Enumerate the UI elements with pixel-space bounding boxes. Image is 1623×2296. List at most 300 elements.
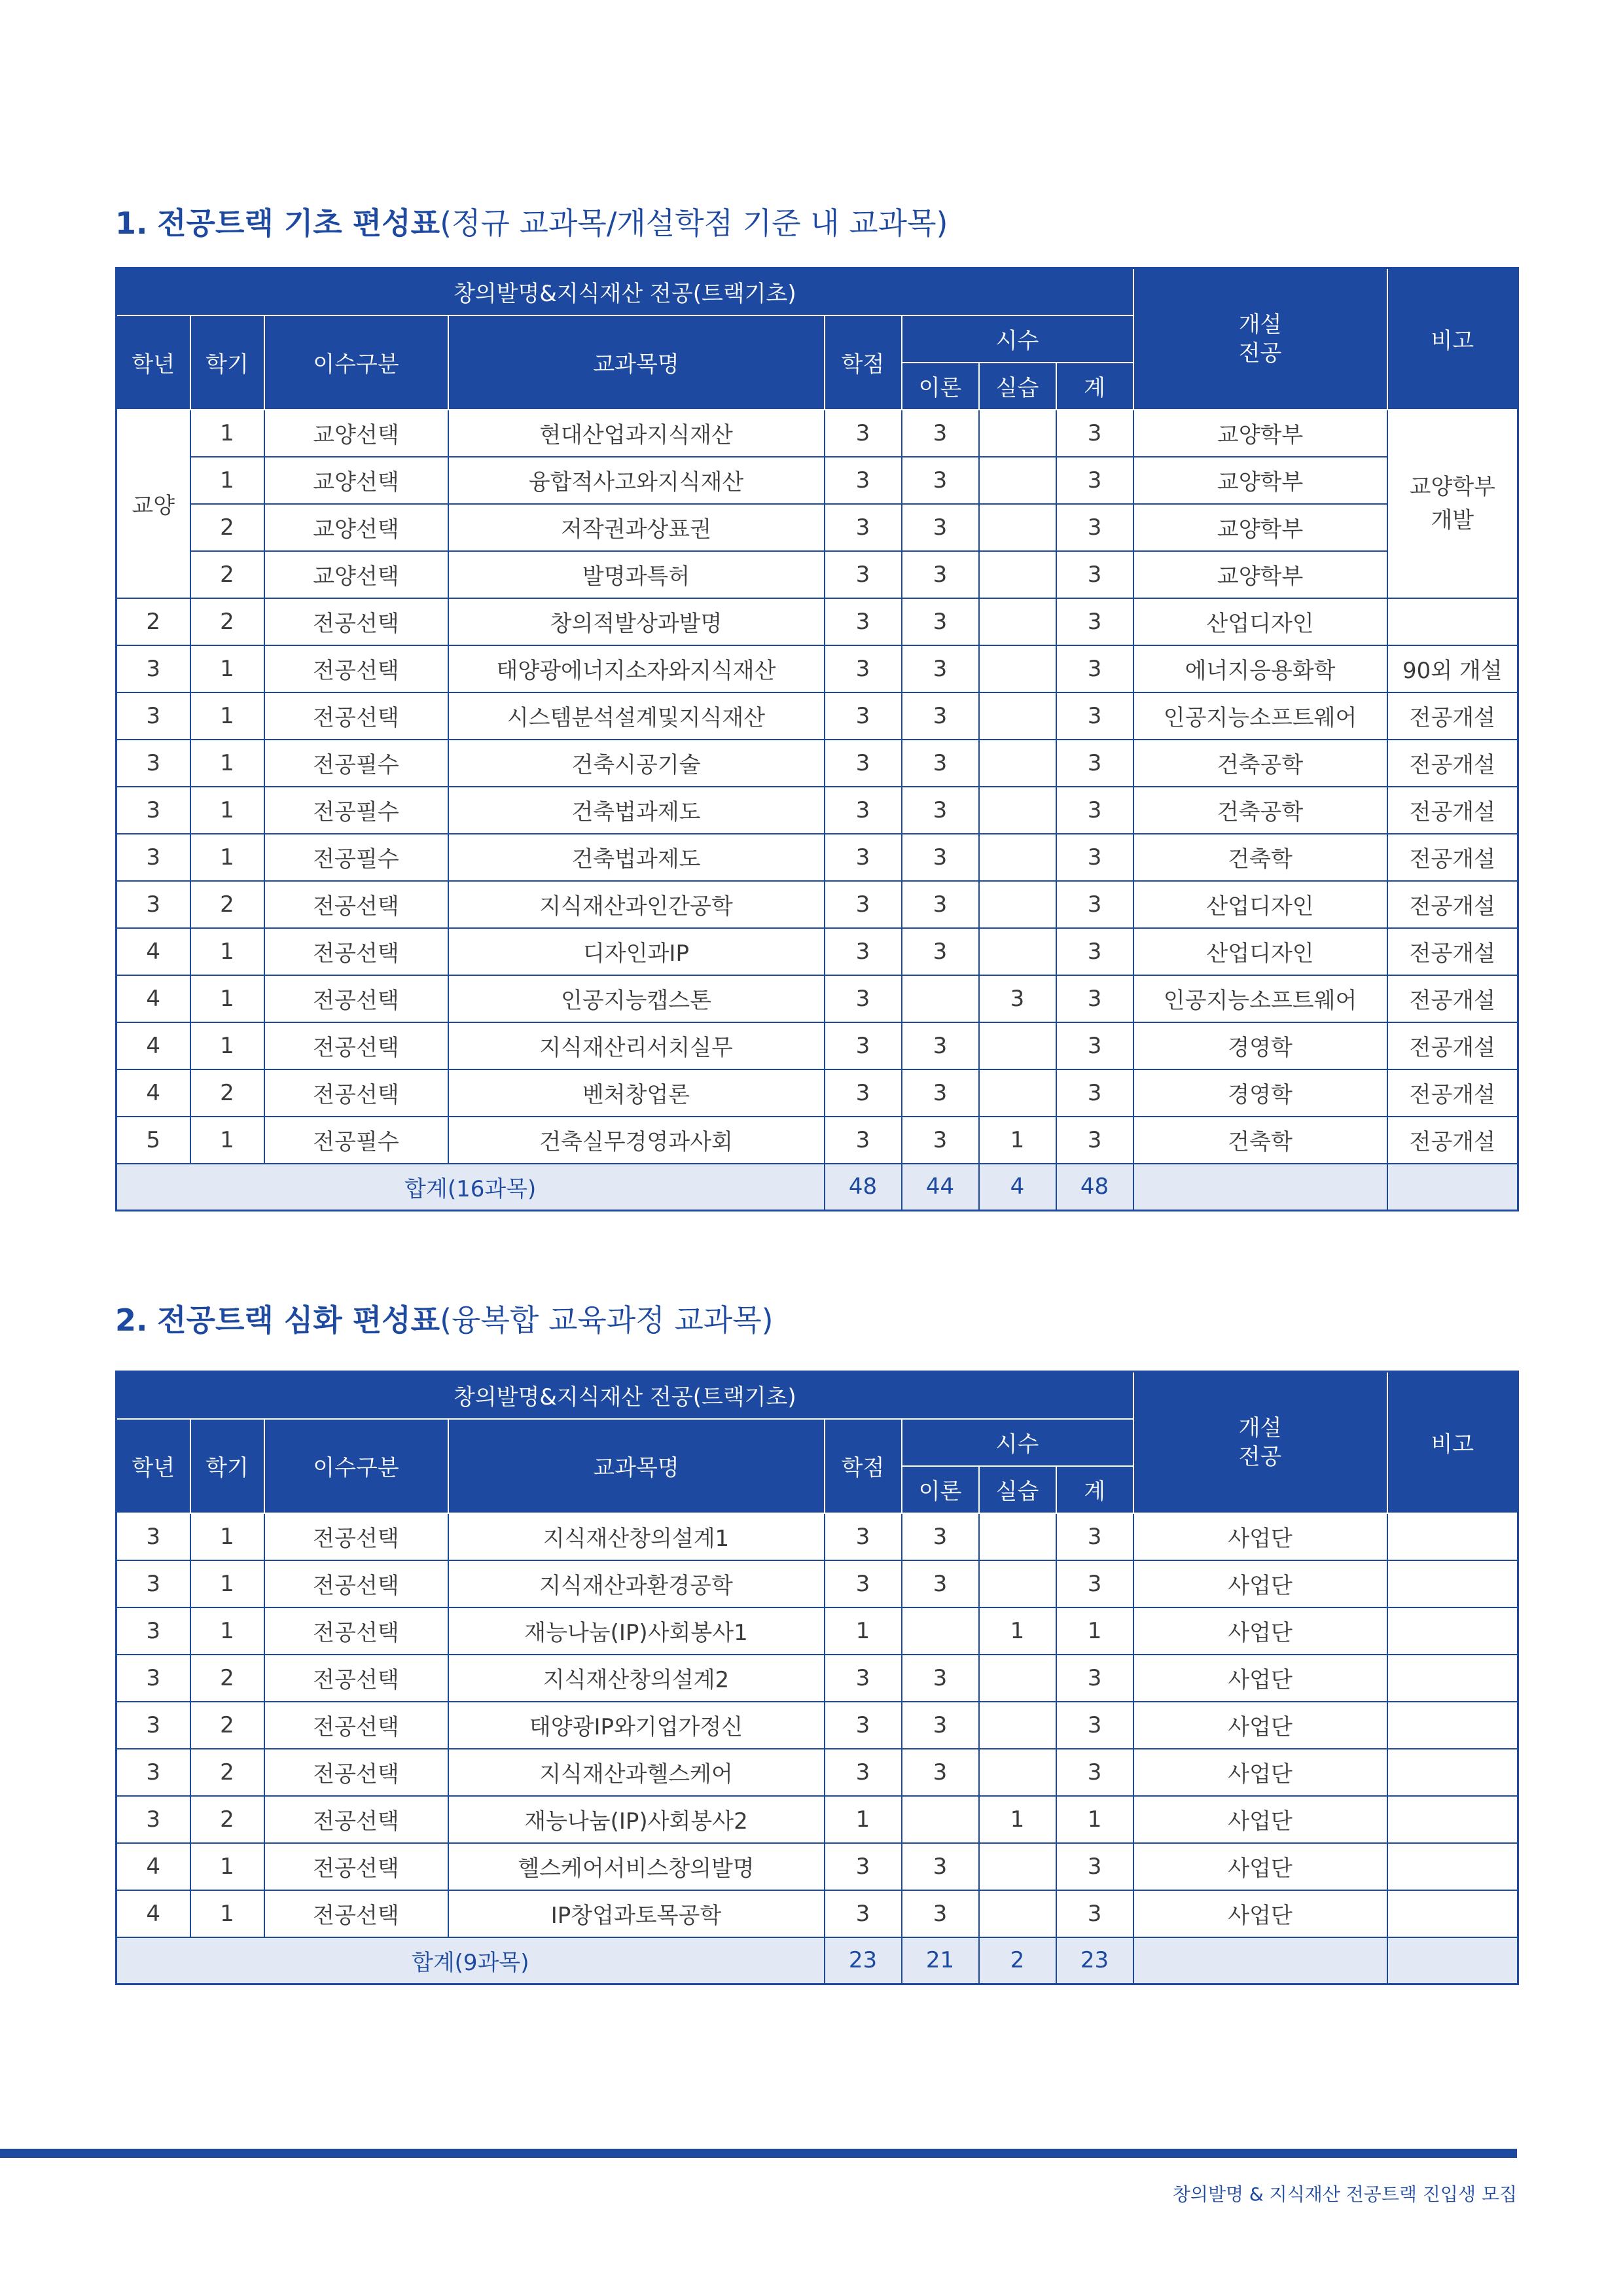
table-body [116,410,1518,1211]
cell-practice [979,598,1056,645]
cell-offering: 사업단 [1133,1843,1387,1890]
header-semester: 학기 [190,1419,264,1513]
cell-total: 3 [1056,1560,1133,1607]
cell-note [1387,1843,1518,1890]
section-1-title: 전공트랙 기초 편성표 [157,206,440,241]
cell-note-group [1387,410,1518,598]
cell-note: 전공개설 [1387,834,1518,881]
cell-course: 디자인과IP [448,928,825,975]
cell-credit: 3 [825,410,902,457]
cell-practice: 1 [979,1607,1056,1655]
cell-semester: 1 [190,1843,264,1890]
cell-total: 3 [1056,1117,1133,1164]
cell-credit: 1 [825,1796,902,1843]
cell-category: 전공필수 [264,740,448,787]
cell-offering: 사업단 [1133,1655,1387,1702]
cell-category: 전공선택 [264,928,448,975]
cell-credit: 3 [825,551,902,598]
cell-course: 지식재산과환경공학 [448,1560,825,1607]
cell-practice [979,787,1056,834]
cell-semester: 1 [190,457,264,504]
cell-semester: 1 [190,1117,264,1164]
total-offering [1133,1164,1387,1211]
header-theory: 이론 [902,363,979,410]
cell-credit: 3 [825,692,902,740]
cell-course: 태양광IP와기업가정신 [448,1702,825,1749]
footer-divider [0,2149,1517,2158]
cell-course: 지식재산창의설계2 [448,1655,825,1702]
cell-theory [902,1796,979,1843]
cell-year: 3 [116,1655,190,1702]
cell-theory: 3 [902,551,979,598]
cell-theory: 3 [902,598,979,645]
cell-category: 전공선택 [264,1749,448,1796]
cell-theory: 3 [902,645,979,692]
table-row [116,1843,1518,1890]
cell-year: 2 [116,598,190,645]
cell-offering: 건축공학 [1133,740,1387,787]
cell-total: 3 [1056,1843,1133,1890]
cell-semester: 1 [190,787,264,834]
cell-theory: 3 [902,504,979,551]
cell-credit: 3 [825,1560,902,1607]
cell-theory: 3 [902,740,979,787]
track-advanced-table [115,1371,1519,1985]
cell-semester: 2 [190,1702,264,1749]
cell-semester: 2 [190,551,264,598]
cell-total: 1 [1056,1607,1133,1655]
header-semester: 학기 [190,315,264,410]
cell-note [1387,1607,1518,1655]
table-row [116,1513,1518,1560]
cell-course: 건축실무경영과사회 [448,1117,825,1164]
cell-year: 3 [116,1749,190,1796]
cell-practice [979,834,1056,881]
cell-course: 지식재산리서치실무 [448,1022,825,1069]
cell-course: 현대산업과지식재산 [448,410,825,457]
total-note [1387,1937,1518,1984]
cell-practice [979,457,1056,504]
cell-course: 저작권과상표권 [448,504,825,551]
cell-note [1387,1796,1518,1843]
cell-note [1387,1749,1518,1796]
cell-theory: 3 [902,1022,979,1069]
cell-note: 전공개설 [1387,740,1518,787]
cell-course: 건축시공기술 [448,740,825,787]
cell-practice [979,1749,1056,1796]
cell-category: 교양선택 [264,457,448,504]
cell-category: 전공필수 [264,1117,448,1164]
cell-year: 3 [116,740,190,787]
cell-note: 전공개설 [1387,787,1518,834]
cell-practice: 3 [979,975,1056,1022]
total-label: 합계(9과목) [116,1937,825,1984]
cell-category: 전공선택 [264,1069,448,1117]
cell-note: 전공개설 [1387,1069,1518,1117]
cell-total: 3 [1056,1513,1133,1560]
header-hours: 시수 [902,1419,1133,1466]
cell-category: 전공선택 [264,1513,448,1560]
cell-offering: 경영학 [1133,1022,1387,1069]
cell-course: 건축법과제도 [448,787,825,834]
cell-total: 3 [1056,928,1133,975]
cell-theory: 3 [902,1513,979,1560]
table-row [116,787,1518,834]
cell-year: 4 [116,1069,190,1117]
cell-theory [902,1607,979,1655]
header-theory: 이론 [902,1466,979,1513]
cell-semester: 1 [190,1890,264,1937]
cell-theory: 3 [902,410,979,457]
cell-offering: 건축학 [1133,834,1387,881]
cell-practice [979,928,1056,975]
cell-semester: 2 [190,881,264,928]
table-row [116,1655,1518,1702]
header-practice: 실습 [979,1466,1056,1513]
header-category: 이수구분 [264,1419,448,1513]
total-offering [1133,1937,1387,1984]
cell-category: 교양선택 [264,504,448,551]
cell-semester: 2 [190,1749,264,1796]
cell-semester: 1 [190,1560,264,1607]
total-total: 48 [1056,1164,1133,1211]
cell-practice: 1 [979,1796,1056,1843]
cell-total: 3 [1056,410,1133,457]
header-year: 학년 [116,315,190,410]
cell-total: 3 [1056,740,1133,787]
cell-theory: 3 [902,1702,979,1749]
cell-theory: 3 [902,881,979,928]
cell-year: 3 [116,787,190,834]
cell-note [1387,1560,1518,1607]
cell-offering: 에너지응용화학 [1133,645,1387,692]
header-hours: 시수 [902,315,1133,363]
total-theory: 21 [902,1937,979,1984]
cell-total: 3 [1056,1749,1133,1796]
cell-total: 3 [1056,645,1133,692]
cell-course: 태양광에너지소자와지식재산 [448,645,825,692]
cell-practice [979,551,1056,598]
cell-semester: 2 [190,1069,264,1117]
cell-practice [979,504,1056,551]
header-total: 계 [1056,1466,1133,1513]
total-credit: 48 [825,1164,902,1211]
cell-course: 시스템분석설계및지식재산 [448,692,825,740]
table-row [116,1890,1518,1937]
cell-semester: 2 [190,504,264,551]
cell-practice [979,1655,1056,1702]
cell-total: 3 [1056,975,1133,1022]
cell-practice [979,1513,1056,1560]
header-note: 비고 [1387,1372,1518,1513]
total-total: 23 [1056,1937,1133,1984]
cell-course: 지식재산창의설계1 [448,1513,825,1560]
cell-offering: 건축학 [1133,1117,1387,1164]
cell-course: 벤처창업론 [448,1069,825,1117]
header-group-title: 창의발명&지식재산 전공(트랙기초) [116,1372,1133,1419]
cell-practice: 1 [979,1117,1056,1164]
cell-course: IP창업과토목공학 [448,1890,825,1937]
cell-semester: 1 [190,834,264,881]
cell-semester: 1 [190,1607,264,1655]
cell-total: 3 [1056,1022,1133,1069]
cell-semester: 1 [190,1022,264,1069]
cell-theory: 3 [902,1655,979,1702]
header-offering-line1: 개설 [1238,311,1282,338]
cell-year: 5 [116,1117,190,1164]
section-1-number: 1. [115,206,148,241]
cell-note: 전공개설 [1387,1117,1518,1164]
cell-total: 3 [1056,457,1133,504]
table-row [116,410,1518,457]
table-row [116,975,1518,1022]
cell-practice [979,410,1056,457]
total-label: 합계(16과목) [116,1164,825,1211]
cell-theory: 3 [902,1890,979,1937]
cell-theory: 3 [902,1749,979,1796]
cell-credit: 3 [825,1655,902,1702]
header-practice: 실습 [979,363,1056,410]
table-row [116,834,1518,881]
section-2-heading [115,1302,774,1338]
cell-course: 헬스케어서비스창의발명 [448,1843,825,1890]
total-theory: 44 [902,1164,979,1211]
cell-year: 4 [116,1890,190,1937]
cell-note [1387,598,1518,645]
header-course: 교과목명 [448,1419,825,1513]
cell-theory: 3 [902,1560,979,1607]
cell-note [1387,1513,1518,1560]
cell-credit: 3 [825,1513,902,1560]
cell-credit: 3 [825,598,902,645]
cell-offering: 산업디자인 [1133,881,1387,928]
cell-credit: 3 [825,834,902,881]
cell-semester: 1 [190,692,264,740]
cell-credit: 3 [825,881,902,928]
cell-category: 전공선택 [264,692,448,740]
section-2-subtitle: (융복합 교육과정 교과목) [440,1302,774,1338]
cell-offering: 인공지능소프트웨어 [1133,975,1387,1022]
table-row [116,740,1518,787]
section-1-heading [115,206,948,241]
cell-total: 3 [1056,1702,1133,1749]
cell-course: 재능나눔(IP)사회봉사1 [448,1607,825,1655]
section-1-subtitle: (정규 교과목/개설학점 기준 내 교과목) [440,206,948,241]
cell-theory: 3 [902,928,979,975]
cell-total: 3 [1056,881,1133,928]
cell-total: 3 [1056,598,1133,645]
cell-year: 3 [116,692,190,740]
cell-offering: 인공지능소프트웨어 [1133,692,1387,740]
cell-total: 3 [1056,1069,1133,1117]
cell-note-line1: 교양학부 [1409,473,1495,500]
cell-category: 전공선택 [264,1560,448,1607]
cell-credit: 3 [825,1117,902,1164]
cell-year: 4 [116,1022,190,1069]
track-basic-table [115,267,1519,1211]
cell-total: 3 [1056,787,1133,834]
cell-course: 지식재산과인간공학 [448,881,825,928]
cell-note [1387,1890,1518,1937]
cell-practice [979,1843,1056,1890]
table-row [116,928,1518,975]
cell-category: 전공선택 [264,881,448,928]
cell-category: 전공선택 [264,1655,448,1702]
cell-offering: 사업단 [1133,1890,1387,1937]
cell-theory: 3 [902,787,979,834]
total-row [116,1164,1518,1211]
cell-credit: 3 [825,928,902,975]
header-offering-line2: 전공 [1238,340,1282,367]
cell-credit: 3 [825,1069,902,1117]
cell-semester: 1 [190,645,264,692]
table-row [116,551,1518,598]
cell-course: 창의적발상과발명 [448,598,825,645]
cell-semester: 2 [190,598,264,645]
cell-note: 전공개설 [1387,692,1518,740]
section-2-title: 전공트랙 심화 편성표 [157,1302,440,1338]
cell-theory: 3 [902,1117,979,1164]
cell-credit: 3 [825,787,902,834]
table-row [116,1560,1518,1607]
cell-category: 교양선택 [264,410,448,457]
table-row [116,1749,1518,1796]
cell-practice [979,1560,1056,1607]
cell-offering: 사업단 [1133,1702,1387,1749]
cell-offering: 경영학 [1133,1069,1387,1117]
table-header [116,268,1518,410]
header-offering-line1: 개설 [1238,1414,1282,1441]
cell-offering: 건축공학 [1133,787,1387,834]
header-offering-line2: 전공 [1238,1443,1282,1470]
cell-year: 3 [116,1513,190,1560]
cell-category: 전공필수 [264,834,448,881]
cell-credit: 3 [825,504,902,551]
cell-note [1387,1702,1518,1749]
table-row [116,1607,1518,1655]
cell-practice [979,1069,1056,1117]
cell-course: 인공지능캡스톤 [448,975,825,1022]
cell-credit: 3 [825,457,902,504]
cell-category: 전공선택 [264,1796,448,1843]
table-row [116,1117,1518,1164]
cell-note: 90외 개설 [1387,645,1518,692]
cell-credit: 3 [825,740,902,787]
cell-semester: 1 [190,928,264,975]
cell-total: 3 [1056,834,1133,881]
header-credit: 학점 [825,1419,902,1513]
cell-course: 융합적사고와지식재산 [448,457,825,504]
cell-offering: 산업디자인 [1133,598,1387,645]
total-credit: 23 [825,1937,902,1984]
cell-theory: 3 [902,1069,979,1117]
cell-course: 지식재산과헬스케어 [448,1749,825,1796]
cell-total: 3 [1056,504,1133,551]
cell-semester: 1 [190,1513,264,1560]
cell-category: 전공선택 [264,1607,448,1655]
cell-course: 건축법과제도 [448,834,825,881]
cell-total: 3 [1056,1655,1133,1702]
cell-course: 발명과특허 [448,551,825,598]
cell-semester: 1 [190,975,264,1022]
cell-note: 전공개설 [1387,881,1518,928]
table-row [116,1796,1518,1843]
table-row [116,504,1518,551]
cell-theory: 3 [902,457,979,504]
cell-offering: 교양학부 [1133,457,1387,504]
cell-category: 전공선택 [264,645,448,692]
header-total: 계 [1056,363,1133,410]
cell-category: 전공필수 [264,787,448,834]
cell-year: 3 [116,645,190,692]
total-row [116,1937,1518,1984]
cell-category: 전공선택 [264,1890,448,1937]
cell-year: 3 [116,1796,190,1843]
table-row [116,645,1518,692]
cell-practice [979,740,1056,787]
total-note [1387,1164,1518,1211]
table-row [116,1022,1518,1069]
cell-category: 전공선택 [264,1022,448,1069]
footer-caption: 창의발명 & 지식재산 전공트랙 진입생 모집 [1172,2183,1517,2205]
cell-theory: 3 [902,692,979,740]
cell-practice [979,645,1056,692]
cell-note: 전공개설 [1387,928,1518,975]
cell-theory: 3 [902,834,979,881]
cell-year: 3 [116,834,190,881]
cell-note: 전공개설 [1387,1022,1518,1069]
cell-credit: 3 [825,1702,902,1749]
cell-year: 4 [116,975,190,1022]
cell-category: 전공선택 [264,975,448,1022]
cell-semester: 1 [190,410,264,457]
cell-offering: 사업단 [1133,1607,1387,1655]
cell-category: 전공선택 [264,1702,448,1749]
cell-semester: 2 [190,1796,264,1843]
cell-offering: 산업디자인 [1133,928,1387,975]
cell-year: 4 [116,1843,190,1890]
cell-credit: 1 [825,1607,902,1655]
table-row [116,692,1518,740]
cell-note: 전공개설 [1387,975,1518,1022]
cell-practice [979,1022,1056,1069]
cell-year: 3 [116,1607,190,1655]
header-group-title: 창의발명&지식재산 전공(트랙기초) [116,268,1133,315]
header-year: 학년 [116,1419,190,1513]
cell-offering: 교양학부 [1133,504,1387,551]
table-row [116,1702,1518,1749]
total-practice: 2 [979,1937,1056,1984]
header-note: 비고 [1387,268,1518,410]
cell-note [1387,1655,1518,1702]
cell-theory [902,975,979,1022]
header-offering [1133,1372,1387,1513]
cell-category: 교양선택 [264,551,448,598]
cell-course: 재능나눔(IP)사회봉사2 [448,1796,825,1843]
total-practice: 4 [979,1164,1056,1211]
header-course: 교과목명 [448,315,825,410]
cell-practice [979,692,1056,740]
cell-note-line2: 개발 [1431,507,1474,533]
cell-year: 4 [116,928,190,975]
cell-offering: 교양학부 [1133,410,1387,457]
cell-offering: 교양학부 [1133,551,1387,598]
header-offering [1133,268,1387,410]
cell-credit: 3 [825,1022,902,1069]
cell-offering: 사업단 [1133,1560,1387,1607]
cell-credit: 3 [825,1890,902,1937]
table-row [116,1069,1518,1117]
